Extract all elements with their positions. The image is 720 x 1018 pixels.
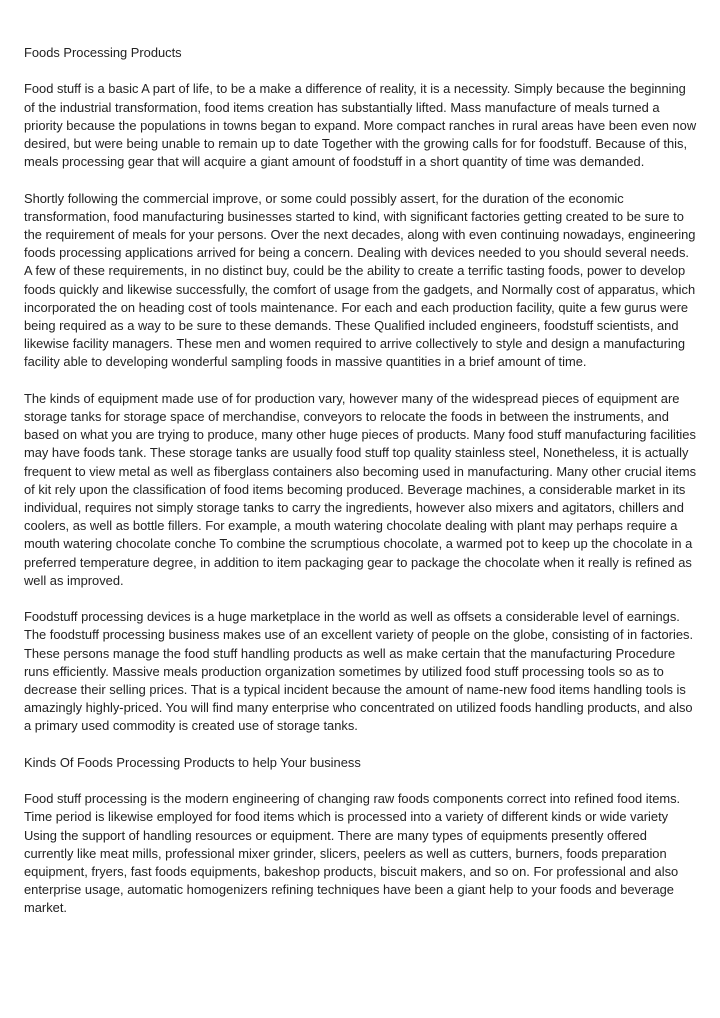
- paragraph-final: Food stuff processing is the modern engineering of changing raw foods components correct into refined food items. Time period is likewise employed for food items which is processed into a variety of different kinds or wide variety Using the support of handling resources or equipment. There are many types of equipments presently offered currently like meat mills, professional mixer grinder, slicers, peelers as well as cutters, burners, foods preparation equipment, fryers, fast foods equipments, bakeshop products, biscuit makers, and so on. For professional and also enterprise usage, automatic homogenizers refining techniques have been a giant help to your foods and beverage market.: [24, 791, 681, 916]
- paragraph-marketplace: Foodstuff processing devices is a huge marketplace in the world as well as offsets a considerable level of earnings. The foodstuff processing business makes use of an excellent variety of people on the globe, consisting of in factories. These persons manage the food stuff handling products as well as make certain that the manufacturing Procedure runs efficiently. Massive meals production organization sometimes by utilized food stuff processing tools so as to decrease their selling prices. That is a typical incident because the amount of name-new food items handling tools is amazingly highly-priced. You will find many enterprise who concentrated on utilized foods handling products, and also a primary used commodity is created use of storage tanks.: [24, 609, 694, 734]
- document-title: Foods Processing Products: [24, 45, 182, 60]
- paragraph-commercial-improve: Shortly following the commercial improve, or some could possibly assert, for the duration of the economic transformation, food manufacturing businesses started to kind, with significant factories getting created to be sure to the requirement of meals for your persons. Over the next decades, along with even continuing nowadays, engineering foods processing applications arrived for being a concern. Dealing with devices needed to you should several needs. A few of these requirements, in no distinct buy, could be the ability to create a terrific tasting foods, power to develop foods quickly and likewise successfully, the comfort of usage from the gadgets, and Normally cost of apparatus, which incorporated the on heading cost of tools maintenance. For each and each production facility, quite a few gurus were being required as a way to be sure to these demands. These Qualified included engineers, foodstuff scientists, and likewise facility managers. These men and women required to arrive collectively to style and design a manufacturing facility able to developing wonderful sampling foods in massive quantities in a brief amount of time.: [24, 190, 696, 370]
- section-subheading: Kinds Of Foods Processing Products to help Your business: [24, 754, 361, 770]
- paragraph-equipment-kinds: The kinds of equipment made use of for production vary, however many of the widespread pieces of equipment are storage tanks for storage space of merchandise, conveyors to relocate the foods in between the instruments, and based on what you are trying to produce, many other huge pieces of products. Many food stuff manufacturing facilities may have foods tank. These storage tanks are usually food stuff top quality stainless steel, Nonetheless, it is actually frequent to view metal as well as fiberglass containers also becoming used in manufacturing. Many other crucial items of kit rely upon the classification of food items becoming produced. Beverage machines, a considerable market in its individual, requires not simply storage tanks to carry the ingredients, however also mixers and agitators, chillers and coolers, as well as bottle fillers. For example, a mouth watering chocolate dealing with plant may perhaps require a mouth watering chocolate conche To combine the scrumptious chocolate, a warmed pot to keep up the chocolate in a preferred temperature degree, in addition to item packaging gear to package the chocolate when it really is refined as well as improved.: [24, 390, 697, 588]
- paragraph-intro: Food stuff is a basic A part of life, to be a make a difference of reality, it is a necessity. Simply because the beginning of the industrial transformation, food items creation has substantially lifted. Mass manufacture of meals turned a priority because the populations in towns began to expand. More compact ranches in rural areas have been even now desired, but were being unable to remain up to date Together with the growing calls for for foodstuff. Because of this, meals processing gear that will acquire a giant amount of foodstuff in a short quantity of time was demanded.: [24, 81, 697, 170]
- document-page: [24, 44, 698, 936]
